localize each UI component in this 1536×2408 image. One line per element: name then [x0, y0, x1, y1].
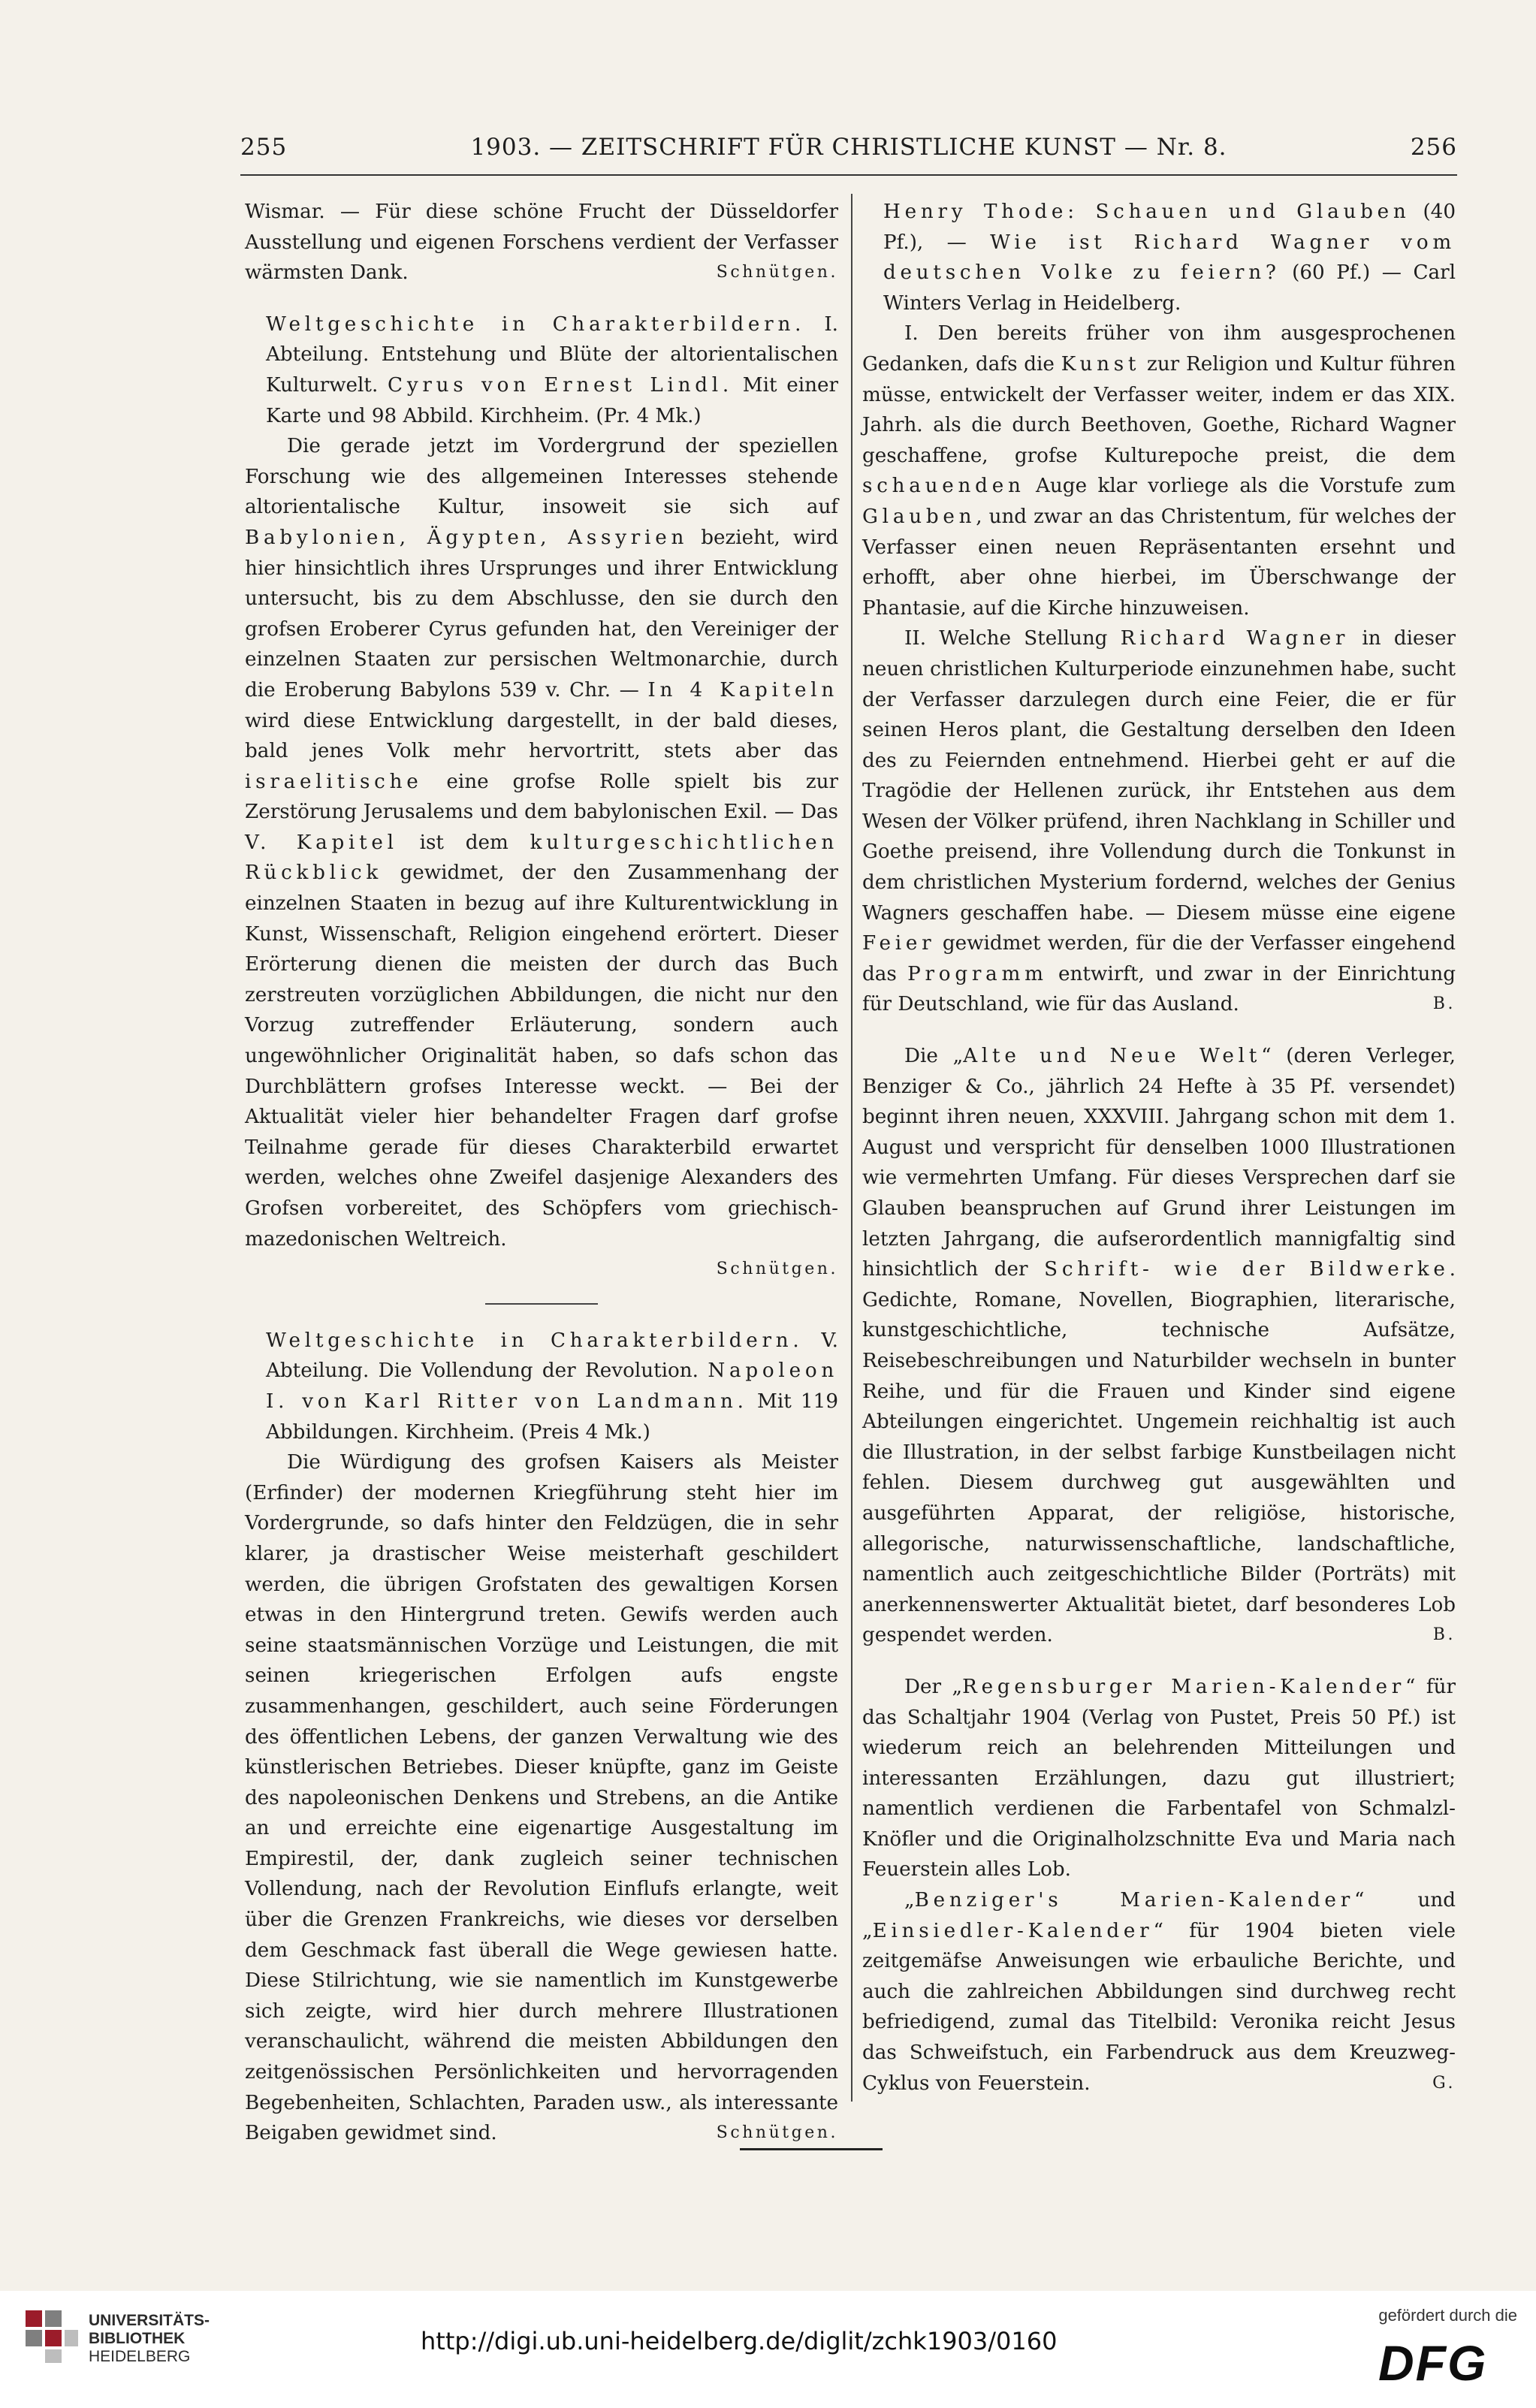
signature: B.	[1432, 994, 1456, 1014]
page-number-right: 256	[1410, 134, 1457, 161]
review-body: Die gerade jetzt im Vordergrund der speziellen Forschung wie des allgemeinen Interesses stehende altorientalische Kultur, insoweit sie sich auf Babylonien, Ägypten, Assyrien bezieht, wird hier hinsichtlich ihres Ursprunges und ihrer Entwicklung untersucht, bis zu dem Abschlusse, den sie durch den grofsen Eroberer Cyrus gefunden hat, den Vereiniger der einzelnen Staaten zur persischen Weltmonarchie, durch die Eroberung Babylons 539 v. Chr. — In 4 Kapiteln wird diese Entwicklung dargestellt, in der bald dieses, bald jenes Volk mehr hervortritt, stets aber das israelitische eine grofse Rolle spielt bis zur Zerstörung Jerusalems und dem babylonischen Exil. — Das V. Kapitel ist dem kulturgeschichtlichen Rückblick gewidmet, der den Zusammenhang der einzelnen Staaten in bezug auf ihre Kulturentwicklung in Kunst, Wissenschaft, Religion eingehend erörtert. Dieser Erörterung dienen die meisten der durch das Buch zerstreuten vorzüglichen Abbildungen, die nicht nur den Vorzug zutreffender Erläuterung, sondern auch ungewöhnlicher Originalität haben, so dafs schon das Durchblättern grofses Interesse weckt. — Bei der Aktualität vieler hier behandelter Fragen darf grofse Teilnahme gerade für dieses Charakterbild erwartet werden, welches ohne Zweifel dasjenige Alexanders des Grofsen vorbereitet, des Schöpfers vom griechisch-mazedonischen Weltreich.	[245, 435, 839, 1251]
page-number-left: 255	[240, 134, 288, 161]
review-heading: Henry Thode: Schauen und Glauben (40 Pf.), — Wie ist Richard Wagner vom deutschen Volke zu feiern? (60 Pf.) — Carl Winters Verlag in Heidelberg.	[883, 201, 1456, 315]
university-library-logo-icon	[23, 2307, 81, 2366]
review-continuation: Wismar. — Für diese schöne Frucht der Düsseldorfer Ausstellung und eigenen Forschens verdient der Verfasser wärmsten Dank. Schnütgen.	[245, 197, 838, 288]
journal-title: 1903. — ZEITSCHRIFT FÜR CHRISTLICHE KUNST — Nr. 8.	[470, 134, 1227, 161]
section-separator	[485, 1303, 598, 1305]
permalink-url[interactable]: http://digi.ub.uni-heidelberg.de/diglit/zchk1903/0160	[421, 2327, 1058, 2355]
signature: B.	[1432, 1625, 1456, 1645]
left-column	[245, 197, 838, 2149]
signature: Schnütgen.	[716, 263, 838, 282]
signature: Schnütgen.	[716, 1260, 838, 1279]
library-name: UNIVERSITÄTS- BIBLIOTHEK HEIDELBERG	[89, 2312, 210, 2365]
running-header	[240, 134, 1457, 171]
dfg-logo: DFG	[1378, 2335, 1488, 2391]
review-body: Die „Alte und Neue Welt“ (deren Verleger, Benziger & Co., jährlich 24 Hefte à 35 Pf. versendet) beginnt ihren neuen, XXXVIII. Jahrgang schon mit dem 1. August und verspricht für denselben 1000 Illustrationen wie vermehrten Umfang. Für dieses Versprechen darf sie Glauben beanspruchen auf Grund ihrer Leistungen im letzten Jahrgang, die aufserordentlich mannigfaltig sind hinsichtlich der Schrift- wie der Bildwerke. Gedichte, Romane, Novellen, Biographien, literarische, kunstgeschichtliche, technische Aufsätze, Reisebeschreibungen und Naturbilder wechseln in bunter Reihe, und für die Frauen und Kinder sind eigene Abteilungen eingerichtet. Ungemein reichhaltig ist auch die Illustration, in der selbst farbige Kunstbeilagen nicht fehlen. Diesem durchweg gut ausgewählten und ausgeführten Apparat, der religiöse, historische, allegorische, naturwissenschaftliche, landschaftliche, namentlich auch zeitgeschichtliche Bilder (Porträts) mit anerkennenswerter Aktualität bietet, darf besonderes Lob gespendet werden. B.	[862, 1041, 1456, 1651]
review-body: I. Den bereits früher von ihm ausgesprochenen Gedanken, dafs die Kunst zur Religion und Kultur führen müsse, entwickelt der Verfasser weiter, indem er das XIX. Jahrh. als die durch Beethoven, Goethe, Richard Wagner geschaffene, grofse Kulturepoche preist, die dem schauenden Auge klar vorliege als die Vorstufe zum Glauben, und zwar an das Christentum, für welches der Verfasser einen neuen Repräsentanten ersehnt und erhofft, aber ohne hierbei, im Überschwange der Phantasie, auf die Kirche hinzuweisen.	[862, 322, 1456, 620]
review-body: „Benziger's Marien-Kalender“ und „Einsiedler-Kalender“ für 1904 bieten viele zeitgemäfse Anweisungen wie erbauliche Berichte, und auch die zahlreichen Abbildungen sind durchweg recht befriedigend, zumal das Titelbild: Veronika reicht Jesus das Schweifstuch, ein Farbendruck aus dem Kreuzweg-Cyklus von Feuerstein. G.	[862, 1885, 1456, 2099]
review-heading: Weltgeschichte in Charakterbildern. V. Abteilung. Die Vollendung der Revolution. Napoleon I. von Karl Ritter von Landmann. Mit 119 Abbildungen. Kirchheim. (Preis 4 Mk.)	[266, 1329, 838, 1444]
review-body: II. Welche Stellung Richard Wagner in dieser neuen christlichen Kulturperiode einzunehmen habe, sucht der Verfasser darzulegen durch eine Feier, die er für seinen Heros plant, die Gestaltung derselben den Ideen des zu Feiernden entnehmend. Hierbei geht er auf die Tragödie der Hellenen zurück, ihr Entstehen aus dem Wesen der Völker prüfend, ihren Nachklang in Schiller und Goethe preisend, ihre Vollendung durch die Tonkunst in dem christlichen Mysterium fordernd, welches der Genius Wagners geschaffen habe. — Diesem müsse eine eigene Feier gewidmet werden, für die der Verfasser eingehend das Programm entwirft, und zwar in der Einrichtung für Deutschland, wie für das Ausland. B.	[862, 623, 1456, 1020]
signature: Schnütgen.	[716, 2123, 838, 2143]
header-rule	[240, 174, 1457, 176]
column-divider	[851, 194, 852, 2102]
right-column	[862, 197, 1456, 2099]
sponsor-label: gefördert durch die	[1378, 2306, 1517, 2325]
review-body: Der „Regensburger Marien-Kalender“ für das Schaltjahr 1904 (Verlag von Pustet, Preis 50 Pf.) ist wiederum reich an belehrenden Mitteilungen und interessanten Erzählungen, dazu gut illustriert; namentlich verdienen die Farbentafel von Schmalzl-Knöfler und die Originalholzschnitte Eva und Maria nach Feuerstein alles Lob.	[862, 1675, 1456, 1881]
signature: G.	[1432, 2073, 1456, 2093]
closing-rule	[740, 2148, 883, 2150]
review-heading: Weltgeschichte in Charakterbildern. I. Abteilung. Entstehung und Blüte der altorientalischen Kulturwelt. Cyrus von Ernest Lindl. Mit einer Karte und 98 Abbild. Kirchheim. (Pr. 4 Mk.)	[266, 312, 838, 427]
review-body: Die Würdigung des grofsen Kaisers als Meister (Erfinder) der modernen Kriegführung steht hier im Vordergrunde, so dafs hinter den Feldzügen, die in sehr klarer, ja drastischer Weise meisterhaft geschildert werden, die übrigen Grofstaten des gewaltigen Korsen etwas in den Hintergrund treten. Gewifs werden auch seine staatsmännischen Vorzüge und Leistungen, die mit seinen kriegerischen Erfolgen aufs engste zusammenhangen, geschildert, auch seine Förderungen des öffentlichen Lebens, der ganzen Verwaltung wie des künstlerischen Betriebes. Dieser knüpfte, ganz im Geiste des napoleonischen Denkens und Strebens, an die Antike an und erreichte eine eigenartige Ausgestaltung im Empirestil, der, dank zugleich seiner technischen Vollendung, nach der Revolution Einflufs erlangte, weit über die Grenzen Frankreichs, wie dieses vor derselben dem Geschmack fast überall die Wege gewiesen hatte. Diese Stilrichtung, wie sie namentlich im Kunstgewerbe sich zeigte, wird hier durch mehrere Illustrationen veranschaulicht, während die meisten Abbildungen den zeitgenössischen Persönlichkeiten und hervorragenden Begebenheiten, Schlachten, Paraden usw., als interessante Beigaben gewidmet sind. Schnütgen.	[245, 1447, 838, 2149]
